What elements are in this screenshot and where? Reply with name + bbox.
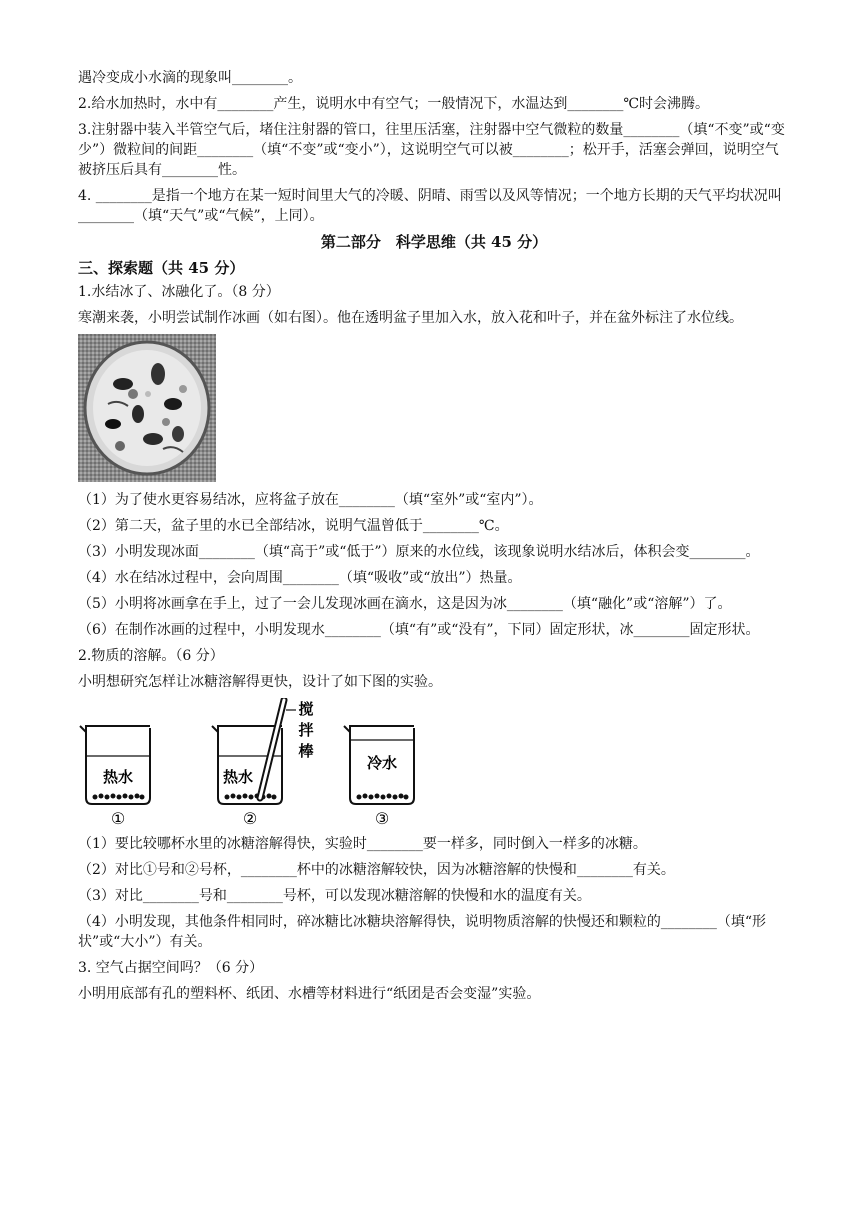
ice-painting-photo [78, 334, 216, 482]
q1-item-5: （5）小明将冰画拿在手上，过了一会儿发现冰画在滴水，这是因为冰________（填“融化”或“溶解”）了。 [78, 596, 732, 612]
q1-item-3: （3）小明发现冰面________（填“高于”或“低于”）原来的水位线，该现象说明水结冰后，体积会变________。 [78, 544, 760, 560]
document-page [78, 68, 790, 1010]
section-3-title: 三、探索题（共 45 分） [78, 259, 245, 277]
q3-title: 3. 空气占据空间吗？（6 分） [78, 960, 264, 976]
stirring-rod-label-2: 拌 [298, 721, 314, 739]
part-2-title: 第二部分 科学思维（共 45 分） [320, 233, 548, 251]
q1-title: 1.水结冰了、冰融化了。（8 分） [78, 284, 280, 300]
question-2-heating-water: 2.给水加热时，水中有________产生，说明水中有空气；一般情况下，水温达到________℃时会沸腾。 [78, 96, 710, 112]
ice-painting-image [78, 334, 216, 482]
stirring-rod-label-3: 棒 [298, 742, 314, 760]
beaker-1 [80, 726, 150, 828]
beakers-diagram [78, 698, 438, 828]
beaker-1-number: ① [110, 809, 126, 828]
q1-item-6: （6）在制作冰画的过程中，小明发现水________（填“有”或“没有”，下同）固定形状，冰________固定形状。 [78, 622, 760, 638]
q2-title: 2.物质的溶解。（6 分） [78, 648, 224, 664]
q2-item-3: （3）对比________号和________号杯，可以发现冰糖溶解的快慢和水的温度有关。 [78, 888, 591, 904]
beaker-2-number: ② [242, 809, 258, 828]
beaker-3-number: ③ [374, 809, 390, 828]
q1-intro: 寒潮来袭，小明尝试制作冰画（如右图）。他在透明盆子里加入水，放入花和叶子，并在盆外标注了水位线。 [78, 310, 743, 326]
question-4-weather-climate: 4. ________是指一个地方在某一短时间里大气的冷暖、阴晴、雨雪以及风等情况；一个地方长期的天气平均状况叫________（填“天气”或“气候”，上同）。 [78, 188, 782, 224]
beaker-2-label: 热水 [222, 768, 254, 786]
beaker-2 [212, 700, 314, 828]
line-fill-blank-condensation: 遇冷变成小水滴的现象叫________。 [78, 70, 302, 86]
q2-item-2: （2）对比①号和②号杯，________杯中的冰糖溶解较快，因为冰糖溶解的快慢和________有关。 [78, 862, 675, 878]
beaker-1-label: 热水 [102, 768, 134, 786]
q2-item-1: （1）要比较哪杯水里的冰糖溶解得快，实验时________要一样多，同时倒入一样多的冰糖。 [78, 836, 647, 852]
beaker-3-label: 冷水 [366, 754, 398, 772]
q2-intro: 小明想研究怎样让冰糖溶解得更快，设计了如下图的实验。 [78, 674, 442, 690]
stirring-rod-label-1: 搅 [298, 700, 314, 718]
q3-intro: 小明用底部有孔的塑料杯、纸团、水槽等材料进行“纸团是否会变湿”实验。 [78, 986, 541, 1002]
beaker-3 [344, 726, 414, 828]
q1-item-2: （2）第二天，盆子里的水已全部结冰，说明气温曾低于________℃。 [78, 518, 509, 534]
q1-item-1: （1）为了使水更容易结冰，应将盆子放在________（填“室外”或“室内”）。 [78, 492, 543, 508]
q1-item-4: （4）水在结冰过程中，会向周围________（填“吸收”或“放出”）热量。 [78, 570, 522, 586]
beakers-figure [78, 698, 438, 828]
q2-item-4: （4）小明发现，其他条件相同时，碎冰糖比冰糖块溶解得快，说明物质溶解的快慢还和颗粒的________（填“形状”或“大小”）有关。 [78, 914, 767, 950]
question-3-syringe-air: 3.注射器中装入半管空气后，堵住注射器的管口，往里压活塞，注射器中空气微粒的数量________（填“不变”或“变少”）微粒间的间距________（填“不变”或“变小”），这说明空气可以被________；松开手，活塞会弹回，说明空气被挤压后具有________性。 [78, 122, 785, 178]
